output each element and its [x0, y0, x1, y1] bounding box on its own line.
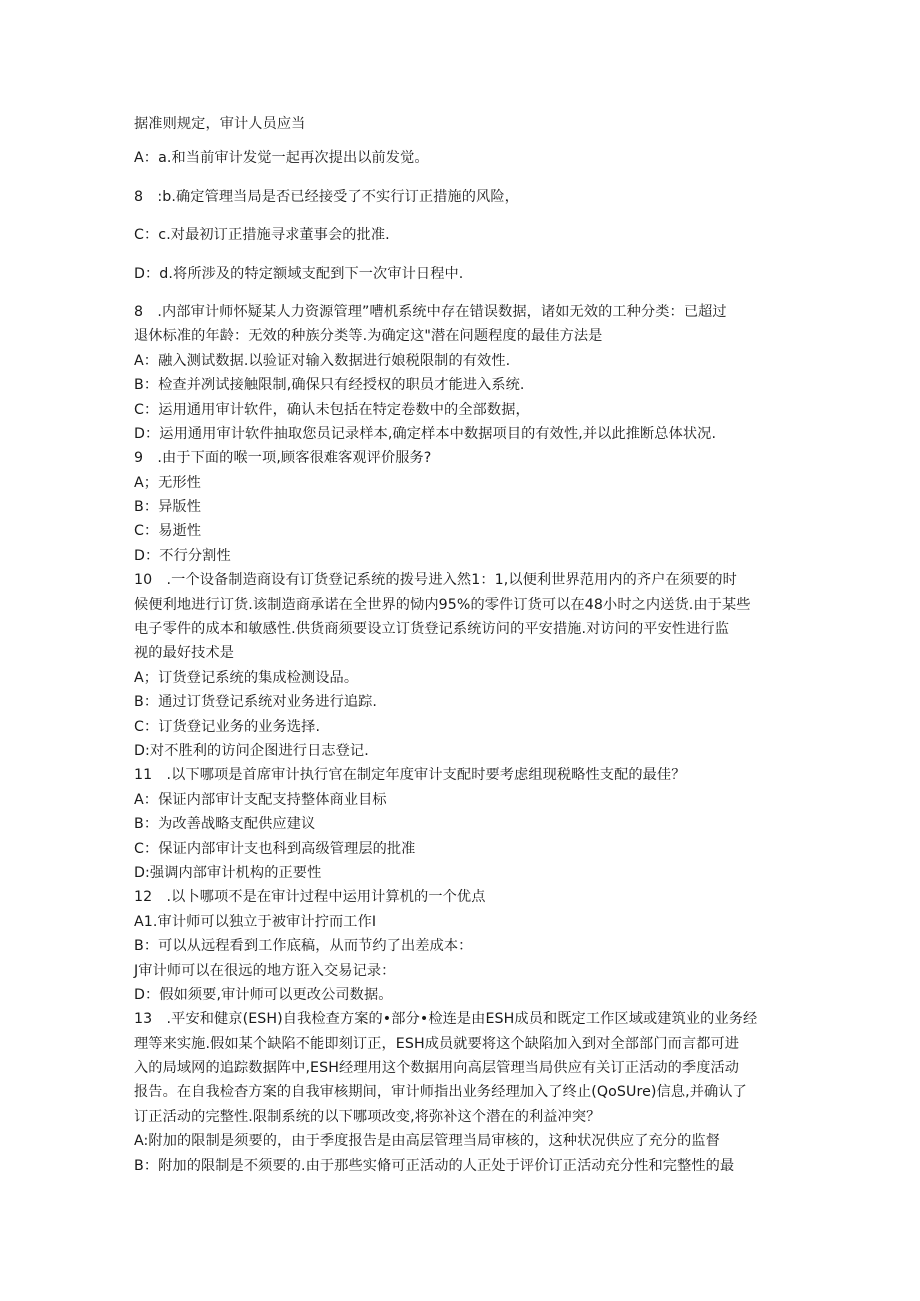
option-c: C：c.对最初订正措施寻求董事会的批准.: [134, 227, 390, 244]
question-10-cont: 候便利地进行订货.该制造商承诺在全世界的恸内95%的零件订货可以在48小时之内送货.由于某些: [134, 596, 751, 613]
question-8: 8 .内部审计师怀疑某人力资源管理”嘈机系统中存在错误数据，诸如无效的工种分类：已超过: [134, 303, 727, 320]
option-d: D：不行分割性: [134, 547, 231, 564]
question-10-cont: 电子零件的成本和敏感性.供货商须要设立订货登记系统访问的平安措施.对访问的平安性进行监: [134, 621, 730, 638]
option-d: D：运用通用审计软件抽取您员记录样本,确定样本中数据项目的有效性,并以此推断总体状况.: [134, 425, 717, 442]
option-a: A；订货登记系统的集成检测设品。: [134, 669, 359, 686]
option-b: B：为改善战略支配供应建议: [134, 816, 316, 833]
option-c: C：运用通用审计软件，确认未包括在特定卷数中的全部数据，: [134, 401, 530, 418]
option-a: A：保证内部审计支配支持整体商业目标: [134, 791, 387, 808]
question-12: 12 .以卜哪项不是在审计过程中运用计算机的一个优点: [134, 889, 486, 906]
option-d: D:强调内部审计机构的正要性: [134, 864, 322, 881]
option-b: B：可以从远程看到工作底稿，从而节约了出差成本：: [134, 938, 473, 955]
question-10: 10 .一个设备制造商设有订货登记系统的拨号进入然1：1,以便利世界范用内的齐户在须要的时: [134, 572, 737, 589]
question-13: 13 .平安和健京(ESH)自我检查方案的•部分•检连是由ESH成员和既定工作区域或建筑业的业务经: [134, 1011, 758, 1028]
question-9: 9 .由于下面的喉一项,顾客很难客观评价服务?: [134, 450, 432, 467]
option-b: B：检查并冽试接触限制,确保只有经授权的职员才能进入系统.: [134, 377, 525, 394]
option-a: A；无形性: [134, 474, 201, 491]
question-10-cont: 视的最好技术是: [134, 645, 235, 662]
question-13-cont: 入的局域网的追踪数据阵中,ESH经理用这个数据用向高层管理当局供应有关订正活动的季度活动: [134, 1060, 740, 1077]
question-13-cont: 订正活动的完整性.限制系统的以下哪项改变,将弥补这个潜在的利益冲突？: [134, 1108, 601, 1125]
option-d: D：假如须要,审计师可以更改公司数据。: [134, 986, 393, 1003]
question-8-cont: 退休标准的年龄：无效的种族分类等.为确定这"潜在问题程度的最佳方法是: [134, 328, 603, 345]
question-13-cont: 报告。在自我检杳方案的自我审核期间，审计师指出业务经理加入了终止(QoSUre)信息,并确认了: [134, 1084, 747, 1101]
option-c: C：易逝性: [134, 523, 202, 540]
option-c: C：保证内部审计支也科到高级管理层的批准: [134, 840, 416, 857]
option-b: B：通过订货登记系统对业务进行追踪.: [134, 694, 378, 711]
option-d: D：d.将所涉及的特定额域支配到下一次审计日程中.: [134, 265, 464, 282]
option-a: A：a.和当前审计发觉一起再次提出以前发觉。: [134, 150, 429, 167]
option-d: D:对不胜利的访问企图进行日志登记.: [134, 742, 369, 759]
option-c: C：订货登记业务的业务选择.: [134, 718, 321, 735]
document-text: [134, 112, 794, 1178]
text-line: 据准则规定，审计人员应当: [134, 116, 306, 132]
option-a: A:附加的限制是须要的，由于季度报告是由高层管理当局审核的，这种状况供应了充分的监督: [134, 1133, 720, 1150]
option-a: A1.审计师可以独立于被审计拧而工作I: [134, 913, 377, 930]
option-b: B：异版性: [134, 499, 201, 516]
question-11: 11 .以下哪项是首席审计执行官在制定年度审计支配时要考虑组现税略性支配的最佳？: [134, 767, 686, 784]
option-c: J审计师可以在很远的地方诳入交易记录：: [134, 962, 396, 979]
option-b: 8 :b.确定管理当局是否已经接受了不实行订正措施的风险，: [134, 188, 519, 205]
question-13-cont: 理等来实施.假如某个缺陷不能即刻订正，ESH成员就要将这个缺陷加入到对全部部门而言都可进: [134, 1035, 740, 1052]
option-b: B：附加的限制是不须要的.由于那些实脩可正活动的人正处于评价订正活动充分性和完整性的最: [134, 1157, 735, 1174]
option-a: A：融入测试数据.以验证对输入数据进行娘税限制的有效性.: [134, 352, 511, 369]
